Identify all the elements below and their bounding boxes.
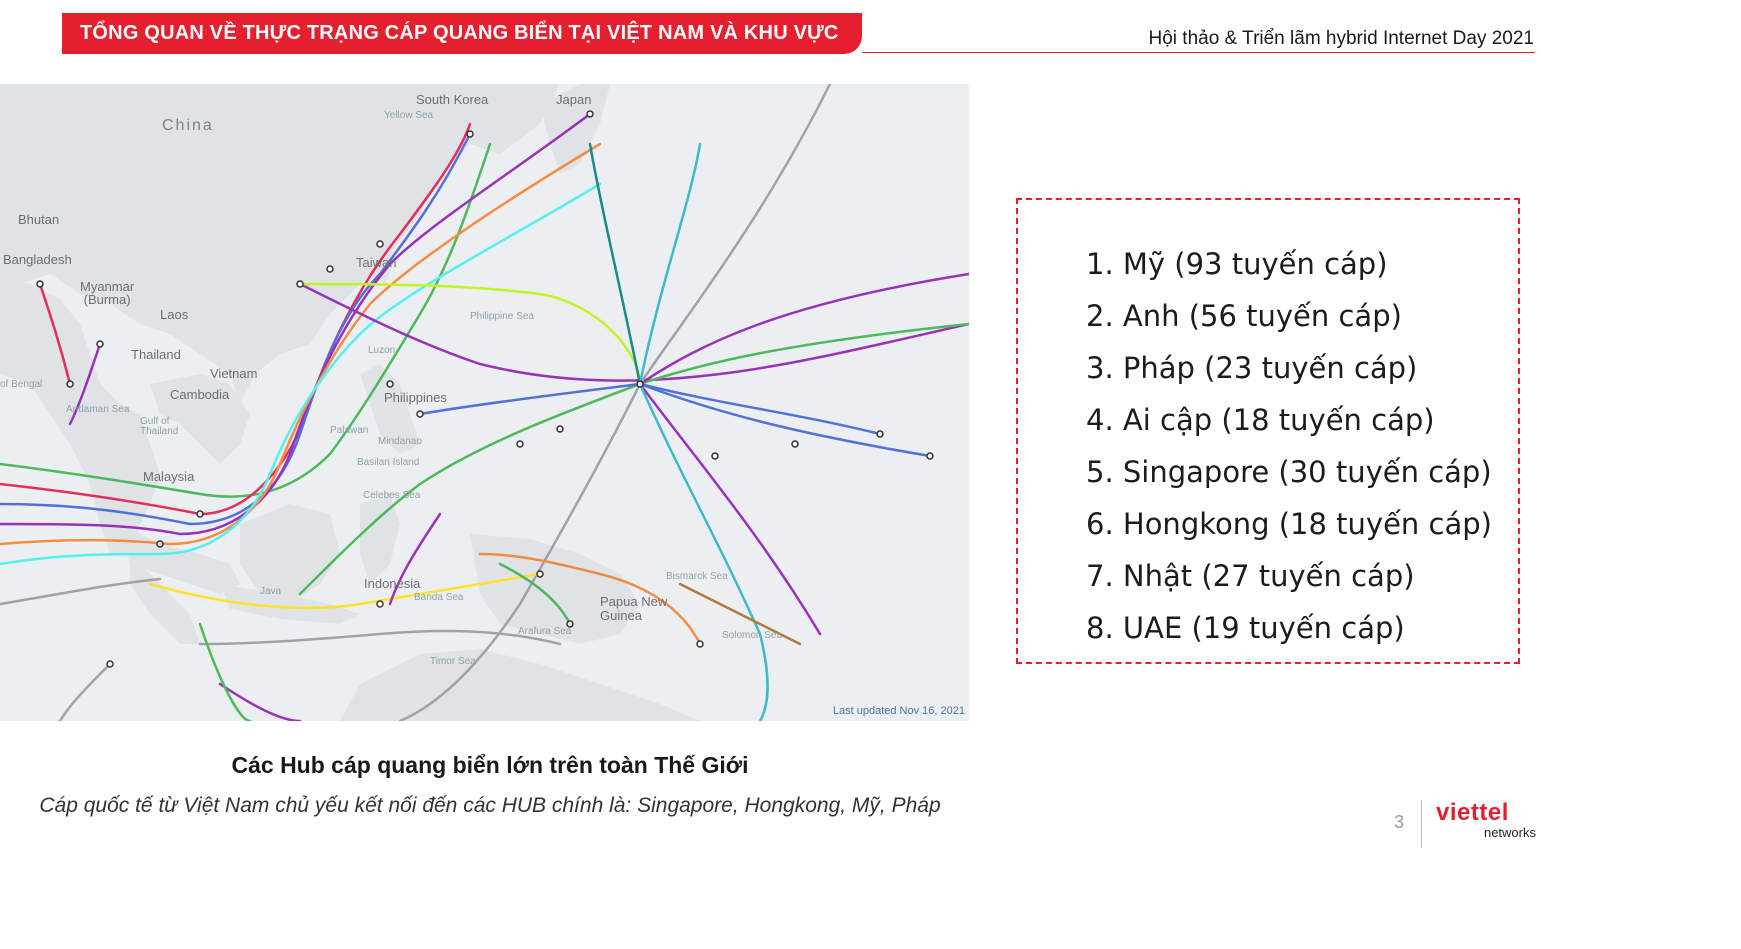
label-timor-sea: Timor Sea [430,656,476,667]
label-celebes-sea: Celebes Sea [363,490,421,501]
hub-item: 3. Pháp (23 tuyến cáp) [1086,351,1418,385]
viettel-logo [1436,800,1536,840]
hub-item: 5. Singapore (30 tuyến cáp) [1086,455,1492,489]
hub-item: 4. Ai cập (18 tuyến cáp) [1086,403,1435,437]
label-banda-sea: Banda Sea [414,592,464,603]
label-china: China [162,117,214,134]
map-subcaption: Cáp quốc tế từ Việt Nam chủ yếu kết nối đến các HUB chính là: Singapore, Hongkong, Mỹ, Pháp [39,794,941,817]
map-updated-note: Last updated Nov 16, 2021 [832,705,965,717]
label-indonesia: Indonesia [364,576,421,591]
label-bismarck-sea: Bismarck Sea [666,571,728,582]
label-bhutan: Bhutan [18,212,60,227]
logo-wordmark: viettel [1436,799,1509,826]
hub-item: 6. Hongkong (18 tuyến cáp) [1086,507,1492,541]
hub-item: 2. Anh (56 tuyến cáp) [1086,299,1402,333]
label-cambodia: Cambodia [170,387,230,402]
page-number: 3 [1394,812,1405,832]
label-philippine-sea: Philippine Sea [470,311,534,322]
label-myanmar: Myanmar (Burma) [80,279,135,307]
hub-item: 1. Mỹ (93 tuyến cáp) [1086,247,1388,281]
header-divider [862,52,1535,53]
label-taiwan: Taiwan [356,255,397,270]
slide-title: TỔNG QUAN VỀ THỰC TRẠNG CÁP QUANG BIỂN TẠI VIỆT NAM VÀ KHU VỰC [80,22,839,44]
map-caption: Các Hub cáp quang biển lớn trên toàn Thế Giới [231,752,749,778]
label-thailand: Thailand [131,347,181,362]
label-solomon-sea: Solomon Sea [722,630,783,641]
label-gulf-of-thailand: Gulf of Thailand [140,416,179,437]
label-luzon: Luzon [368,345,396,356]
label-south-korea: South Korea [416,92,489,107]
label-malaysia: Malaysia [143,469,195,484]
hub-ranking-box [1016,198,1520,664]
label-japan: Japan [556,92,592,107]
logo-subtitle: networks [1483,825,1536,840]
label-philippines: Philippines [384,390,447,405]
label-papua-new-guinea: Papua New Guinea [600,594,668,623]
label-palawan: Palawan [330,425,369,436]
label-java: Java [260,586,282,597]
map-graphic [0,84,969,721]
hub-item: 7. Nhật (27 tuyến cáp) [1086,559,1415,593]
title-banner [62,13,862,54]
hub-item: 8. UAE (19 tuyến cáp) [1086,611,1405,645]
label-laos: Laos [160,307,189,322]
footer-divider [1421,800,1422,848]
label-arafura-sea: Arafura Sea [518,626,572,637]
label-basilan: Basilan Island [357,457,420,468]
label-bay-of-bengal: of Bengal [0,379,43,390]
label-bangladesh: Bangladesh [3,252,72,267]
label-yellow-sea: Yellow Sea [384,110,434,121]
event-title: Hội thảo & Triển lãm hybrid Internet Day 2021 [1148,28,1534,49]
submarine-cable-map [0,84,969,721]
label-vietnam: Vietnam [210,366,258,381]
label-andaman-sea: Andaman Sea [66,404,130,415]
label-mindanao: Mindanao [378,436,422,447]
hub-list [1086,238,1492,654]
